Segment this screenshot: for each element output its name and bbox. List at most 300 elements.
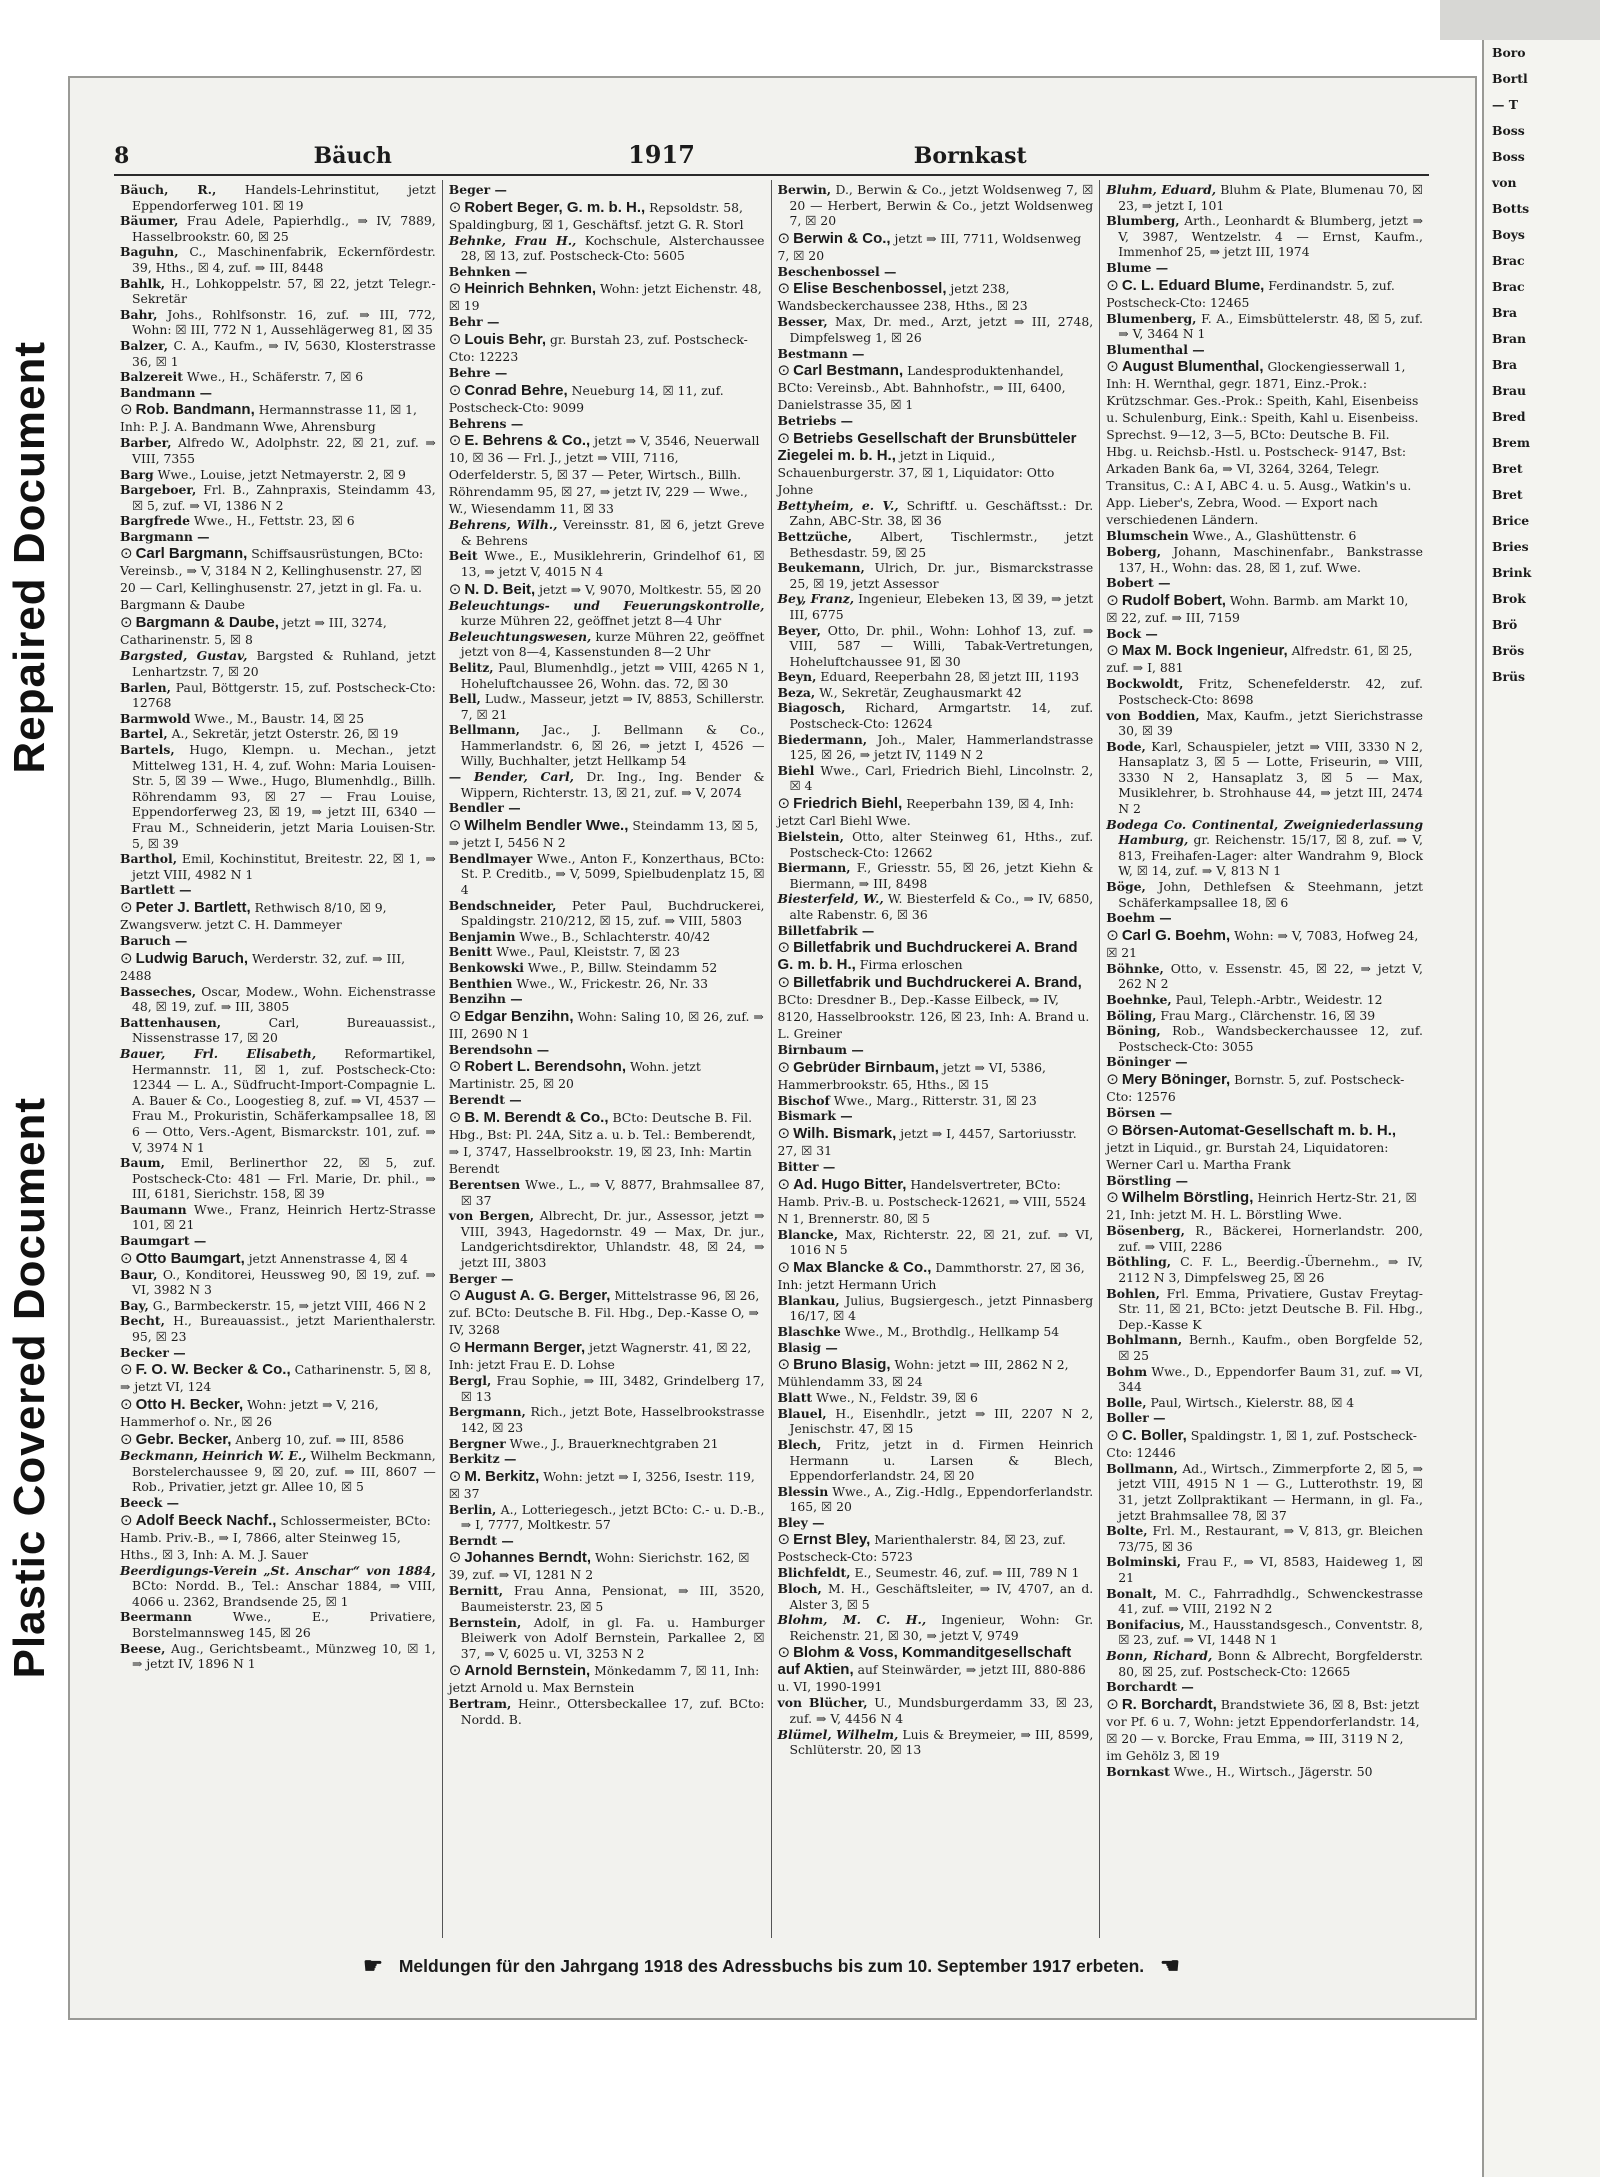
directory-entry	[1106, 1461, 1423, 1523]
directory-entry	[449, 1696, 765, 1727]
firm-marker-icon: ⊙	[777, 1057, 791, 1076]
entry-detail: jetzt ⇒ V, 3546, Neuerwall 10, ☒ 36 — Frl. J., jetzt ⇒ VIII, 7116, Oderfelderstr. 5, ☒ 37 — Peter, Wirtsch., Billh. Röhrendamm 95, ☒ 27, ⇒ jetzt IV, 229 — Wwe., W., Wiesendamm 11, ☒ 33	[448, 433, 760, 517]
entry-name: Benjamin	[448, 928, 516, 944]
entry-name: Bode,	[1106, 738, 1146, 754]
entry-detail: jetzt ⇒ III, 3274, Catharinenstr. 5, ☒ 8	[120, 615, 387, 648]
firm-name: Ludwig Baruch,	[135, 949, 249, 967]
entry-detail: Spaldingstr. 1, ☒ 1, zuf. Postscheck-Cto: 12446	[1106, 1427, 1417, 1460]
entry-detail: H., Eisenhdlr., jetzt ⇒ III, 2207 N 2, Jenischstr. 47, ☒ 15	[789, 1405, 1094, 1437]
entry-name: Bernstein,	[448, 1614, 522, 1630]
entry-name: Blech,	[777, 1436, 822, 1452]
entry-name: Böning,	[1106, 1023, 1161, 1039]
directory-group-heading: Berendt —	[448, 1092, 522, 1108]
firm-marker-icon: ⊙	[777, 228, 791, 247]
entry-name: von Boddien,	[1106, 707, 1200, 723]
entry-name: Bonifacius,	[1106, 1616, 1185, 1632]
entry-detail: M. C., Fahrradhdlg., Schwenckestrasse 41, zuf. ⇒ VIII, 2192 N 2	[1118, 1585, 1423, 1617]
entry-detail: C. A., Kaufm., ⇒ IV, 5630, Klosterstrasse 36, ☒ 1	[132, 337, 436, 369]
directory-entry	[449, 960, 765, 976]
entry-name: Bettzüche,	[777, 528, 853, 544]
entry-name: Bergl,	[448, 1373, 492, 1389]
firm-name: Wilhelm Börstling,	[1121, 1189, 1254, 1207]
directory-entry	[120, 711, 436, 727]
firm-entry	[1106, 1122, 1423, 1173]
entry-detail: Heinr., Ottersbeckallee 17, zuf. BCto: Nordd. B.	[460, 1696, 765, 1728]
firm-name: Rob. Bandmann,	[135, 401, 255, 419]
stamp-plastic-covered-document: Plastic Covered Document	[5, 1097, 54, 1679]
entry-name: Bahr,	[120, 306, 158, 322]
firm-entry	[778, 1259, 1094, 1293]
entry-name: Bluhm, Eduard,	[1106, 182, 1217, 197]
directory-entry	[449, 851, 765, 898]
firm-entry	[1106, 1696, 1423, 1764]
entry-detail: Max, Richterstr. 22, ☒ 21, zuf. ⇒ VI, 1016 N 5	[789, 1226, 1094, 1258]
entry-name: Bargsted, Gustav,	[120, 648, 248, 664]
entry-name: Bäuch, R.,	[120, 182, 217, 197]
directory-group-heading: Becker —	[120, 1344, 186, 1360]
entry-detail: Handels-Lehrinstitut, jetzt Eppendorferweg 101. ☒ 19	[132, 182, 436, 213]
directory-entry	[120, 1298, 436, 1314]
firm-entry	[449, 581, 765, 598]
entry-detail: E., Seumestr. 46, zuf. ⇒ III, 789 N 1	[850, 1565, 1080, 1581]
directory-entry	[449, 1208, 765, 1270]
entry-detail: W., Sekretär, Zeughausmarkt 42	[815, 684, 1022, 700]
entry-detail: Reformartikel, Hermannstr. 11, ☒ 1, zuf. Postscheck-Cto: 12344 — L. A., Südfrucht-Import-Compagnie L. A. Bauer & Co., Loogestieg 8, zuf. ⇒ VI, 4537 — Frau M., Prokuristin, Schäferkampsallee 18, ☒ 6 — Otto, Vers.-Agent, Bismarckstr. 101, zuf. ⇒ V, 3974 N 1	[132, 1045, 436, 1155]
directory-entry	[778, 1565, 1094, 1581]
entry-detail: Frau Sophie, ⇒ III, 3482, Grindelberg 17, ☒ 13	[460, 1373, 765, 1404]
adjacent-fragment: Boys	[1492, 227, 1525, 242]
firm-marker-icon: ⊙	[120, 400, 133, 419]
entry-detail: Julius, Bugsiergesch., jetzt Pinnasberg 16/17, ☒ 4	[789, 1292, 1094, 1324]
entry-detail: Arth., Leonhardt & Blumberg, jetzt ⇒ V, 3987, Wentzelstr. 4 — Ernst, Kaufm., Immenhof 25, ⇒ jetzt III, 1974	[1118, 213, 1423, 260]
entry-detail: Albrecht, Dr. jur., Assessor, jetzt ⇒ VIII, 3943, Hagedornstr. 49 — Max, Dr. jur., Landgerichtsdirektor, Uhlandstr. 48, ☒ 24, ⇒ jetzt III, 3803	[460, 1208, 765, 1270]
firm-marker-icon: ⊙	[777, 1123, 791, 1142]
firm-marker-icon: ⊙	[1106, 357, 1119, 376]
firm-name: N. D. Beit,	[464, 580, 536, 598]
firm-marker-icon: ⊙	[777, 428, 791, 447]
firm-name: Conrad Behre,	[464, 381, 568, 399]
firm-entry	[449, 280, 765, 314]
firm-marker-icon: ⊙	[120, 1510, 133, 1529]
firm-entry	[778, 974, 1094, 1042]
first-catchword: Bäuch	[313, 143, 392, 169]
firm-name: B. M. Berendt & Co.,	[464, 1108, 609, 1126]
entry-detail: Wwe., J., Brauerknechtgraben 21	[505, 1435, 719, 1451]
firm-marker-icon: ⊙	[448, 197, 462, 216]
entry-name: Bohlen,	[1106, 1285, 1160, 1301]
adjacent-fragment: Bred	[1492, 409, 1526, 424]
entry-detail: Bluhm & Plate, Blumenau 70, ☒ 23, ⇒ jetzt I, 101	[1118, 182, 1424, 213]
firm-name: Gebrüder Birnbaum,	[793, 1058, 939, 1076]
entry-detail: Catharinenstr. 5, ☒ 8, ⇒ jetzt VI, 124	[120, 1362, 432, 1395]
firm-name: Robert L. Berendsohn,	[464, 1058, 627, 1076]
entry-detail: Wohn: jetzt ⇒ III, 2862 N 2, Mühlendamm 33, ☒ 24	[777, 1357, 1069, 1390]
entry-detail: Rethwisch 8/10, ☒ 9, Zwangsverw. jetzt C. H. Dammeyer	[120, 899, 387, 932]
entry-name: Blohm, M. C. H.,	[777, 1612, 927, 1628]
firm-marker-icon: ⊙	[120, 897, 133, 916]
entry-detail: Wwe., P., Billw. Steindamm 52	[523, 960, 718, 975]
entry-detail: auf Steinwärder, ⇒ jetzt III, 880-886 u. VI, 1990-1991	[777, 1662, 1086, 1695]
directory-entry	[1106, 1764, 1423, 1780]
directory-entry	[778, 891, 1094, 922]
firm-entry	[449, 382, 765, 416]
entry-detail: Mittelstrasse 96, ☒ 26, zuf. BCto: Deutsche B. Fil. Hbg., Dep.-Kasse O, ⇒ IV, 3268	[448, 1288, 760, 1338]
directory-entry	[1106, 1554, 1423, 1585]
firm-marker-icon: ⊙	[1106, 275, 1119, 294]
directory-entry	[120, 1448, 436, 1495]
entry-name: Beyer,	[777, 622, 821, 638]
entry-name: Blumberg,	[1106, 213, 1180, 229]
adjacent-fragment: Brau	[1492, 383, 1527, 398]
entry-detail: Johann, Maschinenfabr., Bankstrasse 137, H., Wohn: das. 28, ☒ 1, zuf. Wwe.	[1118, 543, 1423, 575]
directory-entry	[120, 1563, 436, 1610]
directory-group-heading: Bitter —	[777, 1158, 836, 1174]
directory-entry	[449, 233, 765, 264]
entry-name: Bodega Co. Continental, Zweigniederlassung Hamburg,	[1106, 816, 1423, 848]
directory-entry	[449, 691, 765, 722]
entry-detail: Vereinsstr. 81, ☒ 6, jetzt Greve & Behrens	[460, 517, 765, 548]
entry-name: Böhnke,	[1106, 960, 1164, 976]
entry-name: Beermann	[120, 1609, 192, 1625]
entry-detail: jetzt Annenstrasse 4, ☒ 4	[244, 1250, 408, 1266]
adjacent-fragment: Bret	[1492, 487, 1523, 502]
firm-marker-icon: ⊙	[777, 938, 791, 957]
entry-name: Blessin	[777, 1483, 829, 1499]
firm-name: Berwin & Co.,	[793, 229, 891, 247]
firm-marker-icon: ⊙	[1106, 1694, 1119, 1713]
entry-name: Blichfeldt,	[777, 1565, 851, 1581]
entry-detail: Schiffsausrüstungen, BCto: Vereinsb., ⇒ V, 3184 N 2, Kellinghusenstr. 27, ☒ 20 — Carl, Kellinghusenstr. 27, jetzt in gl. Fa. u. Bargmann & Daube	[120, 546, 424, 613]
adjacent-fragment: Brok	[1492, 591, 1526, 606]
entry-detail: jetzt in Liquid., Schauenburgerstr. 37, ☒ 1, Liquidator: Otto Johne	[777, 447, 1055, 497]
entry-detail: kurze Mühren 22, geöffnet jetzt 8—4 Uhr	[460, 613, 722, 629]
entry-detail: Ulrich, Dr. jur., Bismarckstrasse 25, ☒ 19, jetzt Assessor	[789, 560, 1094, 591]
entry-detail: Otto, Dr. phil., Wohn: Lohhof 13, zuf. ⇒ VIII, 587 — Willi, Tabak-Vertretungen, Hoheluftchaussee 91, ☒ 30	[789, 622, 1094, 669]
firm-marker-icon: ⊙	[777, 279, 791, 298]
column-3	[772, 180, 1101, 1938]
entry-detail: Wwe., L., ⇒ V, 8877, Brahmsallee 87, ☒ 37	[460, 1176, 765, 1208]
directory-entry	[449, 1436, 765, 1452]
directory-entry	[778, 1227, 1094, 1258]
directory-group-heading: Blume —	[1106, 259, 1169, 275]
adjacent-fragment: Bries	[1492, 539, 1529, 554]
entry-name: Blümel, Wilhelm,	[777, 1726, 899, 1742]
firm-marker-icon: ⊙	[448, 1661, 462, 1680]
directory-entry	[778, 1324, 1094, 1340]
firm-entry	[449, 331, 765, 365]
adjacent-page-fragment	[1482, 40, 1600, 2177]
entry-detail: jetzt ⇒ V, 9070, Moltkestr. 55, ☒ 20	[535, 581, 762, 597]
entry-name: Boehnke,	[1106, 992, 1172, 1007]
entry-detail: Adolf, in gl. Fa. u. Hamburger Bleiwerk von Adolf Bernstein, Parkallee 2, ☒ 37, ⇒ V, 6025 u. VI, 3253 N 2	[460, 1614, 765, 1661]
directory-entry	[120, 338, 436, 369]
entry-detail: Wohn: Sierichstr. 162, ☒ 39, zuf. ⇒ VI, 1281 N 2	[448, 1550, 750, 1583]
directory-group-heading: Behnken —	[448, 263, 528, 279]
firm-name: Betriebs Gesellschaft der Brunsbütteler Ziegelei m. b. H.,	[777, 429, 1077, 464]
entry-name: Beukemann,	[777, 560, 865, 576]
firm-entry	[778, 1644, 1094, 1695]
firm-entry	[449, 1468, 765, 1502]
entry-detail: Ad., Wirtsch., Zimmerpforte 2, ☒ 5, ⇒ jetzt VIII, 4915 N 1 — G., Lutterothstr. 19, ☒ 31, jetzt Zollpraktikant — Hermann, in gl. Fa., jetzt Brahmsallee 78, ☒ 37	[1118, 1460, 1423, 1523]
firm-name: M. Berkitz,	[464, 1467, 540, 1485]
firm-marker-icon: ⊙	[777, 1643, 791, 1662]
entry-detail: Emil, Berlinerthor 22, ☒ 5, zuf. Postscheck-Cto: 481 — Frl. Marie, Dr. phil., ⇒ III, 6181, Sierichstr. 158, ☒ 39	[132, 1155, 436, 1202]
directory-page	[114, 140, 1444, 2000]
adjacent-fragment: Botts	[1492, 201, 1530, 216]
footer-notice: Meldungen für den Jahrgang 1918 des Adressbuchs bis zum 10. September 1917 erbeten.	[398, 1955, 1145, 1976]
entry-detail: Hugo, Klempn. u. Mechan., jetzt Mittelweg 131, H. 4, zuf. Wohn: Maria Louisen-Str. 5, ☒ 39 — Wwe., Hugo, Blumenhdlg., Billh. Röhrendamm 93, ☒ 27 — Frau Louise, Eppendorferweg 23, ☒ 19, ⇒ jetzt III, 6340 — Frau M., Schneiderin, jetzt Maria Louisen-Str. 5, ☒ 39	[132, 742, 436, 851]
entry-detail: Repsoldstr. 58, Spaldingburg, ☒ 1, Geschäftsf. jetzt G. R. Storl	[448, 199, 744, 232]
directory-group-heading: Berendsohn —	[448, 1041, 550, 1057]
adjacent-fragment: Brös	[1492, 643, 1525, 658]
entry-name: Bargfrede	[120, 513, 190, 529]
firm-marker-icon: ⊙	[1106, 590, 1119, 609]
entry-detail: Otto, alter Steinweg 61, Hths., zuf. Postscheck-Cto: 12662	[789, 829, 1094, 860]
directory-group-heading: Baumgart —	[120, 1233, 207, 1249]
entry-detail: Fritz, Schenefelderstr. 42, zuf. Postscheck-Cto: 8698	[1118, 676, 1423, 707]
entry-name: Bösenberg,	[1106, 1223, 1185, 1239]
firm-name: Wilhelm Bendler Wwe.,	[464, 816, 629, 834]
directory-entry	[778, 1390, 1094, 1406]
directory-entry	[120, 1015, 436, 1046]
entry-name: Balzereit	[120, 369, 183, 385]
adjacent-fragment: Boss	[1492, 149, 1525, 164]
listing-columns	[114, 180, 1429, 1938]
entry-detail: Wwe., N., Feldstr. 39, ☒ 6	[812, 1390, 978, 1406]
entry-detail: Wwe., H., Fettstr. 23, ☒ 6	[189, 513, 355, 529]
directory-entry	[120, 851, 436, 882]
column-4	[1100, 180, 1429, 1938]
firm-name: Elise Beschenbossel,	[793, 280, 947, 298]
firm-entry	[778, 430, 1094, 498]
directory-entry	[120, 213, 436, 244]
entry-name: Baumann	[120, 1201, 187, 1217]
firm-entry	[449, 1549, 765, 1583]
directory-entry	[120, 276, 436, 307]
edition-year: 1917	[628, 140, 695, 169]
firm-marker-icon: ⊙	[1106, 1069, 1119, 1088]
entry-detail: Wohn. jetzt Martinistr. 25, ☒ 20	[448, 1059, 701, 1092]
entry-detail: Wwe., A., Zig.-Hdlg., Eppendorferlandstr. 165, ☒ 20	[789, 1483, 1094, 1515]
firm-marker-icon: ⊙	[777, 1355, 791, 1374]
entry-detail: Heinrich Hertz-Str. 21, ☒ 21, Inh: jetzt M. H. L. Börstling Wwe.	[1106, 1190, 1417, 1223]
firm-entry	[120, 950, 436, 984]
entry-detail: Max, Dr. med., Arzt, jetzt ⇒ III, 2748, Dimpfelsweg 1, ☒ 26	[789, 314, 1094, 345]
entry-name: Bellmann,	[448, 722, 520, 738]
adjacent-fragment: Brac	[1492, 279, 1525, 294]
entry-name: Böling,	[1106, 1007, 1157, 1023]
directory-entry	[1106, 1617, 1423, 1648]
entry-detail: D., Berwin & Co., jetzt Woldsenweg 7, ☒ 20 — Herbert, Berwin & Co., jetzt Woldsenweg 7, ☒ 20	[789, 182, 1094, 229]
entry-name: Biermann,	[777, 860, 851, 876]
entry-detail: Bornstr. 5, zuf. Postscheck-Cto: 12576	[1106, 1071, 1405, 1104]
adjacent-fragment: Brüs	[1492, 669, 1525, 684]
entry-detail: M. H., Geschäftsleiter, ⇒ IV, 4707, an d. Alster 3, ☒ 5	[789, 1581, 1094, 1612]
directory-group-heading: Blasig —	[777, 1339, 838, 1355]
firm-name: Max Blancke & Co.,	[793, 1258, 932, 1276]
firm-entry	[778, 1059, 1094, 1093]
entry-detail: Wwe., Marg., Ritterstr. 31, ☒ 23	[829, 1092, 1037, 1108]
directory-entry	[1106, 1586, 1423, 1617]
entry-name: Beza,	[777, 684, 816, 700]
entry-detail: W. Biesterfeld & Co., ⇒ IV, 6850, alte Rabenstr. 6, ☒ 36	[789, 891, 1094, 922]
entry-detail: Frl. M., Restaurant, ⇒ V, 813, gr. Bleichen 73/75, ☒ 36	[1118, 1523, 1423, 1554]
directory-group-heading: Bley —	[777, 1514, 825, 1530]
entry-detail: Jac., J. Bellmann & Co., Hammerlandstr. 6, ☒ 26, ⇒ jetzt I, 4526 — Willy, Buchhalter, jetzt Hellkamp 54	[460, 722, 765, 769]
firm-marker-icon: ⊙	[120, 948, 133, 967]
adjacent-fragment: Brac	[1492, 253, 1525, 268]
entry-name: Berwin,	[777, 182, 832, 197]
entry-detail: Alfredo W., Adolphstr. 22, ☒ 21, zuf. ⇒ VIII, 7355	[132, 435, 436, 466]
entry-detail: BCto: Dresdner B., Dep.-Kasse Eilbeck, ⇒ IV, 8120, Hasselbrookstr. 126, ☒ 23, Inh: A. Brand u. L. Greiner	[777, 992, 1090, 1042]
entry-name: Bollmann,	[1106, 1460, 1178, 1476]
directory-entry	[778, 182, 1094, 229]
firm-name: Ernst Bley,	[793, 1531, 871, 1549]
entry-name: Besser,	[777, 314, 828, 330]
firm-marker-icon: ⊙	[448, 279, 462, 298]
firm-name: Billetfabrik und Buchdruckerei A. Brand,	[793, 974, 1082, 992]
firm-name: Robert Beger, G. m. b. H.,	[464, 198, 646, 216]
entry-name: Bahlk,	[120, 275, 166, 291]
entry-name: Bornkast	[1106, 1763, 1170, 1779]
directory-entry	[449, 898, 765, 929]
firm-entry	[449, 1008, 765, 1042]
entry-detail: Richard, Armgartstr. 14, zuf. Postscheck-Cto: 12624	[789, 700, 1094, 732]
entry-detail: Alfredstr. 61, ☒ 25, zuf. ⇒ I, 881	[1106, 643, 1413, 676]
entry-detail: Fritz, jetzt in d. Firmen Heinrich Hermann u. Larsen & Blech, Eppendorferlandstr. 24, ☒ 20	[789, 1436, 1094, 1484]
entry-name: Biagosch,	[777, 700, 846, 716]
directory-entry	[1106, 708, 1423, 739]
entry-name: Bonn, Richard,	[1106, 1648, 1213, 1663]
firm-entry	[778, 362, 1094, 413]
directory-entry	[778, 860, 1094, 891]
directory-entry	[778, 1727, 1094, 1758]
entry-detail: Frau Anna, Pensionat, ⇒ III, 3520, Baumeisterstr. 23, ☒ 5	[460, 1583, 765, 1615]
adjacent-fragment: Brem	[1492, 435, 1530, 450]
directory-group-heading: Behre —	[448, 364, 508, 380]
directory-group-heading: Birnbaum —	[777, 1042, 864, 1058]
directory-entry	[120, 680, 436, 711]
firm-name: Gebr. Becker,	[135, 1431, 232, 1449]
directory-entry	[1106, 1395, 1423, 1411]
directory-entry	[1106, 1648, 1423, 1679]
entry-name: Barlen,	[120, 679, 171, 695]
directory-group-heading: Behr —	[448, 314, 500, 330]
entry-detail: Wwe., Paul, Kleiststr. 7, ☒ 23	[492, 944, 680, 960]
entry-detail: John, Dethlefsen & Steehmann, jetzt Schäferkampsallee 18, ☒ 6	[1118, 879, 1423, 910]
firm-name: F. O. W. Becker & Co.,	[135, 1361, 291, 1379]
entry-detail: Wwe., E., Musiklehrerin, Grindelhof 61, ☒ 13, ⇒ jetzt V, 4015 N 4	[460, 548, 765, 579]
entry-name: Baguhn,	[120, 244, 179, 260]
adjacent-fragment: Brink	[1492, 565, 1532, 580]
firm-name: Otto Baumgart,	[135, 1249, 245, 1267]
directory-entry	[778, 1093, 1094, 1109]
entry-detail: H., Bureauassist., jetzt Marienthalerstr. 95, ☒ 23	[132, 1313, 436, 1345]
directory-entry	[449, 1373, 765, 1404]
directory-entry	[120, 182, 436, 213]
firm-entry	[778, 1531, 1094, 1565]
adjacent-fragment: Bortl	[1492, 71, 1528, 86]
entry-name: — Bender, Carl,	[448, 769, 574, 785]
pointing-hand-icon: ☛	[363, 1953, 383, 1978]
firm-name: Rudolf Bobert,	[1121, 591, 1226, 609]
adjacent-fragment: von	[1492, 175, 1517, 190]
directory-entry	[778, 1612, 1094, 1643]
directory-entry	[120, 369, 436, 385]
entry-detail: Brandstwiete 36, ☒ 8, Bst: jetzt vor Pf. 6 u. 7, Wohn: jetzt Eppendorferlandstr. 14, ☒ 20 — v. Borcke, Frau Emma, ⇒ III, 3119 N 2, im Gehölz 3, ☒ 19	[1106, 1696, 1420, 1763]
firm-entry	[449, 432, 765, 517]
directory-entry	[120, 467, 436, 483]
entry-detail: Hermannstrasse 11, ☒ 1, Inh: P. J. A. Bandmann Wwe, Ahrensburg	[120, 402, 417, 435]
directory-entry	[778, 1695, 1094, 1726]
firm-marker-icon: ⊙	[777, 1174, 791, 1193]
entry-detail: Steindamm 13, ☒ 5, ⇒ jetzt I, 5456 N 2	[448, 817, 759, 850]
firm-entry	[449, 1287, 765, 1338]
entry-name: Behrens, Wilh.,	[448, 517, 558, 533]
firm-entry	[778, 795, 1094, 829]
entry-name: Bendlmayer	[448, 850, 533, 866]
entry-detail: Wwe., Carl, Friedrich Biehl, Lincolnstr. 2, ☒ 4	[789, 762, 1094, 794]
directory-entry	[449, 929, 765, 945]
page-footer	[114, 1946, 1429, 1986]
entry-detail: Oscar, Modew., Wohn. Eichenstrasse 48, ☒ 19, zuf. ⇒ III, 3805	[132, 983, 436, 1015]
directory-group-heading: Benzihn —	[448, 991, 523, 1007]
entry-name: Biedermann,	[777, 731, 868, 747]
directory-entry	[449, 722, 765, 769]
directory-group-heading: Behrens —	[448, 415, 524, 431]
directory-entry	[778, 669, 1094, 685]
firm-marker-icon: ⊙	[120, 1248, 133, 1267]
entry-detail: Frau Marg., Clärchenstr. 16, ☒ 39	[1156, 1007, 1376, 1023]
entry-name: Baur,	[120, 1266, 158, 1282]
firm-marker-icon: ⊙	[448, 380, 462, 399]
firm-marker-icon: ⊙	[448, 1286, 462, 1305]
entry-detail: U., Mundsburgerdamm 33, ☒ 23, zuf. ⇒ V, 4456 N 4	[789, 1695, 1094, 1727]
directory-group-heading: Baruch —	[120, 932, 188, 948]
entry-detail: Paul, Wirtsch., Kielerstr. 88, ☒ 4	[1146, 1394, 1355, 1410]
adjacent-scan-edge	[1440, 0, 1600, 40]
entry-detail: Glockengiesserwall 1, Inh: H. Wernthal, gegr. 1871, Einz.-Prok.: Krützschmar. Ges.-Prok.: Speith, Kahl, Eisenbeiss u. Schulenburg, Eink.: Speith, Kahl u. Eisenbeiss. Sprechst. 9—12, 3—5, BCto: Deutsche B. Fil. Hbg. u. Reichsb.-Hstl. u. Postscheck- 9147, Bst: Arkaden Bank 6a, ⇒ VI, 3264, 3264, Telegr. Transitus, C.: A I, ABC 4. u. 5. Ausg., Watkin's u. App. Lieber's, Zebra, Wood. — Export nach verschiedenen Ländern.	[1106, 359, 1419, 528]
directory-entry	[120, 1046, 436, 1155]
entry-detail: jetzt ⇒ III, 7711, Woldsenweg 7, ☒ 20	[777, 230, 1082, 263]
firm-marker-icon: ⊙	[777, 1530, 791, 1549]
entry-name: Baum,	[120, 1155, 165, 1171]
directory-entry	[1106, 817, 1423, 879]
directory-entry	[449, 660, 765, 691]
entry-name: Blumenberg,	[1106, 310, 1197, 326]
entry-detail: Luis & Breymeier, ⇒ III, 8599, Schlüterstr. 20, ☒ 13	[789, 1726, 1094, 1758]
entry-detail: Rich., jetzt Bote, Hasselbrookstrasse 142, ☒ 23	[460, 1404, 765, 1435]
entry-name: Bargeboer,	[120, 482, 197, 498]
directory-entry	[120, 482, 436, 513]
firm-marker-icon: ⊙	[120, 1395, 133, 1414]
entry-name: Bettyheim, e. V.,	[777, 497, 899, 513]
entry-name: Barg	[120, 466, 154, 482]
entry-detail: Wwe., Anton F., Konzerthaus, BCto: St. P. Creditb., ⇒ V, 5099, Spielbudenplatz 15, ☒ 4	[460, 850, 765, 898]
firm-name: Hermann Berger,	[464, 1339, 586, 1357]
directory-entry	[1106, 1286, 1423, 1333]
directory-entry	[1106, 1523, 1423, 1554]
directory-sheet	[68, 76, 1477, 2020]
directory-entry	[120, 244, 436, 275]
entry-name: Beckmann, Heinrich W. E.,	[120, 1448, 307, 1464]
firm-marker-icon: ⊙	[1106, 641, 1119, 660]
directory-group-heading: Bargmann —	[120, 528, 210, 544]
entry-detail: A., Lotteriegesch., jetzt BCto: C.- u. D.-B., ⇒ I, 7777, Moltkestr. 57	[460, 1501, 765, 1533]
entry-name: Bell,	[448, 691, 481, 707]
entry-detail: Ingenieur, Elebeken 13, ☒ 39, ⇒ jetzt III, 6775	[789, 591, 1094, 622]
directory-entry	[778, 685, 1094, 701]
